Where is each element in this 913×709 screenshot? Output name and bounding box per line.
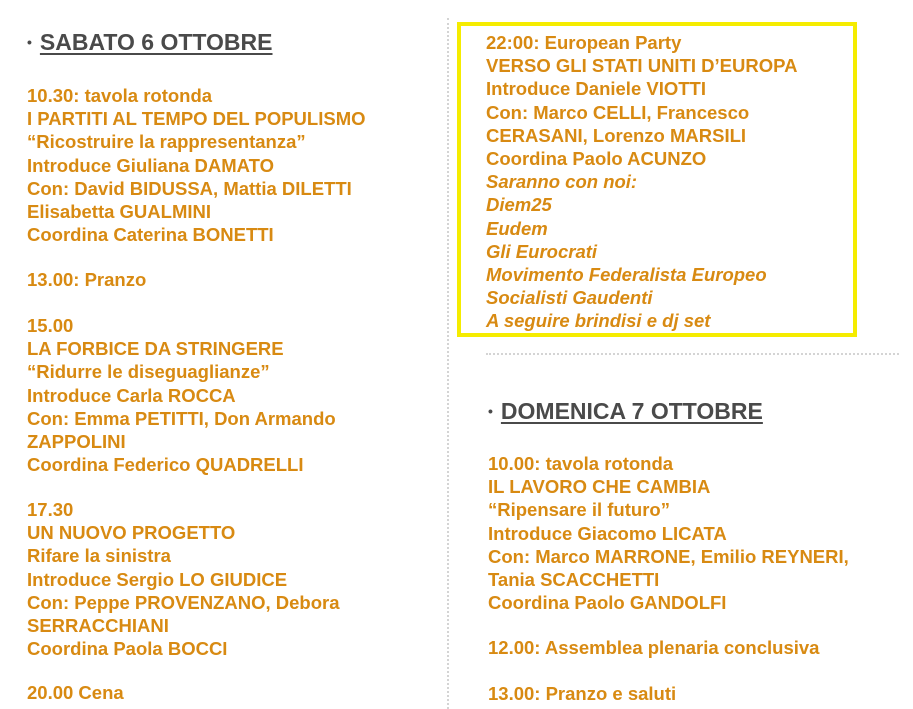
event-line: Saranno con noi: bbox=[486, 171, 638, 193]
column-divider bbox=[447, 18, 449, 709]
heading-bullet: • bbox=[27, 33, 32, 50]
session-block bbox=[27, 314, 336, 476]
session-line: Coordina Paola BOCCI bbox=[27, 638, 228, 660]
event-line: Con: Marco CELLI, Francesco bbox=[486, 101, 750, 123]
session-block bbox=[27, 84, 366, 246]
session-line: Con: Marco MARRONE, Emilio REYNERI, bbox=[488, 545, 849, 567]
session-line: 12.00: Assemblea plenaria conclusiva bbox=[488, 637, 820, 658]
session-line: 20.00 Cena bbox=[27, 682, 124, 703]
session-line: 13.00: Pranzo e saluti bbox=[488, 683, 677, 704]
sunday-heading-text: DOMENICA 7 OTTOBRE bbox=[500, 398, 763, 424]
heading-bullet: • bbox=[488, 402, 493, 419]
session-line: “Ricostruire la rappresentanza” bbox=[27, 131, 306, 153]
session-line: Introduce Carla ROCCA bbox=[27, 384, 236, 406]
session-line: Introduce Sergio LO GIUDICE bbox=[27, 568, 288, 590]
session-block bbox=[27, 498, 339, 660]
session-line: 13.00: Pranzo bbox=[27, 269, 147, 290]
event-line: Eudem bbox=[486, 217, 548, 239]
session-line: Rifare la sinistra bbox=[27, 545, 171, 567]
saturday-heading bbox=[27, 29, 273, 56]
session-line: 15.00 bbox=[27, 315, 74, 336]
session-line: Con: David BIDUSSA, Mattia DILETTI bbox=[27, 177, 352, 199]
session-line: Coordina Federico QUADRELLI bbox=[27, 454, 304, 476]
saturday-heading-text: SABATO 6 OTTOBRE bbox=[39, 29, 273, 55]
event-line: Introduce Daniele VIOTTI bbox=[486, 78, 706, 100]
session-line: Con: Peppe PROVENZANO, Debora bbox=[27, 591, 340, 613]
event-line: Coordina Paolo ACUNZO bbox=[486, 148, 707, 170]
section-divider bbox=[486, 353, 899, 355]
event-line: VERSO GLI STATI UNITI D’EUROPA bbox=[486, 55, 798, 77]
session-line: Introduce Giuliana DAMATO bbox=[27, 154, 275, 176]
session-line: Elisabetta GUALMINI bbox=[27, 201, 211, 223]
session-line: ZAPPOLINI bbox=[27, 431, 126, 453]
sunday-heading bbox=[488, 398, 763, 425]
session-line: Tania SCACCHETTI bbox=[488, 569, 660, 591]
event-line: 22:00: European Party bbox=[486, 32, 682, 53]
session-block bbox=[488, 636, 819, 659]
session-line: SERRACCHIANI bbox=[27, 615, 169, 637]
session-line: “Ridurre le diseguaglianze” bbox=[27, 361, 270, 383]
event-line: Socialisti Gaudenti bbox=[486, 287, 653, 309]
session-block bbox=[488, 682, 676, 705]
session-line: “Ripensare il futuro” bbox=[488, 499, 670, 521]
evening-event-block bbox=[486, 31, 797, 333]
session-line: 10.30: tavola rotonda bbox=[27, 85, 213, 106]
session-block bbox=[488, 452, 849, 614]
event-line: A seguire brindisi e dj set bbox=[486, 310, 711, 332]
event-line: Movimento Federalista Europeo bbox=[486, 264, 767, 286]
session-line: IL LAVORO CHE CAMBIA bbox=[488, 476, 711, 498]
event-line: Gli Eurocrati bbox=[486, 240, 598, 262]
session-line: Con: Emma PETITTI, Don Armando bbox=[27, 407, 336, 429]
session-line: UN NUOVO PROGETTO bbox=[27, 522, 236, 544]
session-line: Coordina Paolo GANDOLFI bbox=[488, 592, 727, 614]
event-line: Diem25 bbox=[486, 194, 552, 216]
event-line: CERASANI, Lorenzo MARSILI bbox=[486, 124, 747, 146]
session-line: I PARTITI AL TEMPO DEL POPULISMO bbox=[27, 108, 366, 130]
session-line: Coordina Caterina BONETTI bbox=[27, 224, 274, 246]
session-line: LA FORBICE DA STRINGERE bbox=[27, 338, 284, 360]
session-line: Introduce Giacomo LICATA bbox=[488, 522, 727, 544]
session-block bbox=[27, 681, 124, 704]
session-line: 17.30 bbox=[27, 499, 74, 520]
session-block bbox=[27, 268, 146, 291]
session-line: 10.00: tavola rotonda bbox=[488, 453, 674, 474]
